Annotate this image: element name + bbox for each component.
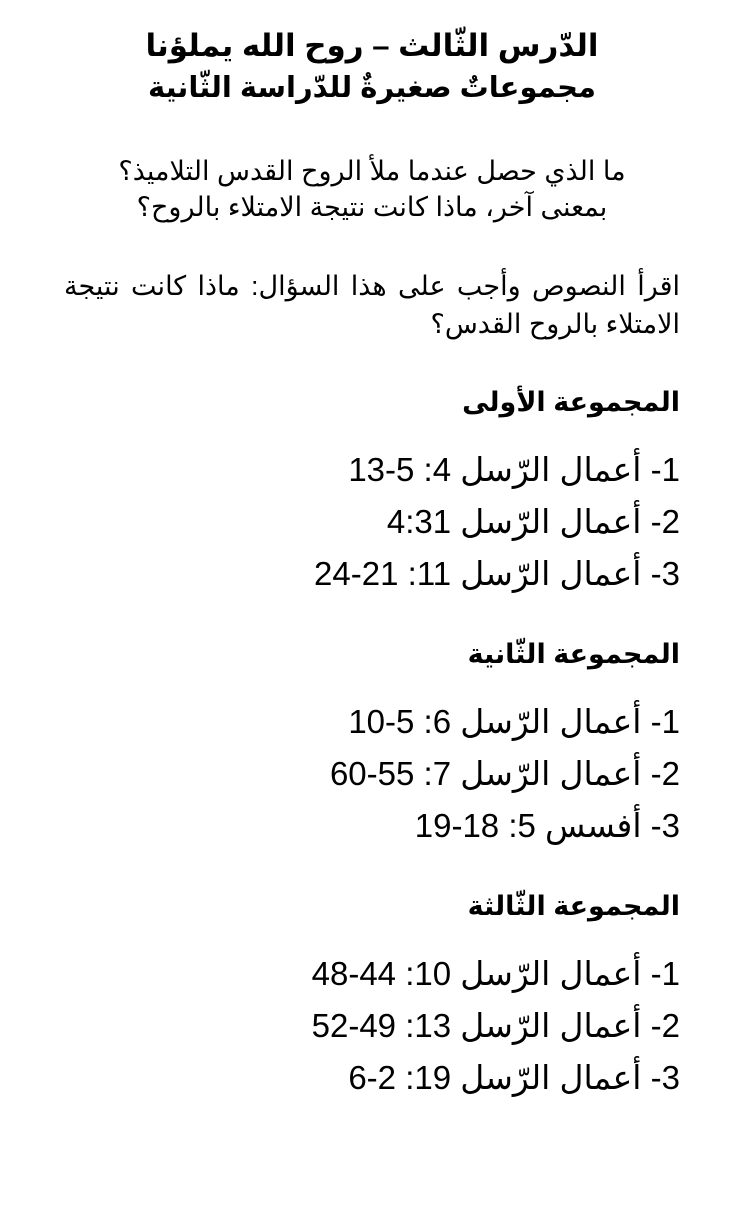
lesson-subtitle: مجموعاتٌ صغيرةٌ للدّراسة الثّانية bbox=[148, 72, 596, 104]
reference-item: 3- أعمال الرّسل 11: 21-24 bbox=[314, 555, 680, 592]
reference-item: 1- أعمال الرّسل 10: 44-48 bbox=[311, 955, 680, 992]
reference-item: 3- أعمال الرّسل 19: 2-6 bbox=[348, 1059, 680, 1096]
group-heading: المجموعة الثّالثة bbox=[467, 891, 680, 921]
main-question bbox=[64, 153, 680, 225]
question-line-1: ما الذي حصل عندما ملأ الروح القدس التلاميذ؟ bbox=[118, 156, 626, 186]
reference-item: 3- أفسس 5: 18-19 bbox=[414, 807, 680, 844]
reference-item: 2- أعمال الرّسل 4:31 bbox=[386, 503, 680, 540]
reference-item: 1- أعمال الرّسل 4: 5-13 bbox=[348, 451, 680, 488]
group-2 bbox=[64, 636, 680, 852]
instruction-paragraph: اقرأ النصوص وأجب على هذا السؤال: ماذا كانت نتيجة الامتلاء بالروح القدس؟ bbox=[64, 271, 680, 339]
reference-list bbox=[64, 948, 680, 1104]
question-line-2: بمعنى آخر، ماذا كانت نتيجة الامتلاء بالروح؟ bbox=[136, 192, 608, 222]
group-heading: المجموعة الأولى bbox=[462, 387, 680, 417]
reference-list bbox=[64, 696, 680, 852]
reference-item: 2- أعمال الرّسل 7: 55-60 bbox=[329, 755, 680, 792]
reference-item: 1- أعمال الرّسل 6: 5-10 bbox=[348, 703, 680, 740]
group-heading: المجموعة الثّانية bbox=[467, 639, 680, 669]
reference-item: 2- أعمال الرّسل 13: 49-52 bbox=[311, 1007, 680, 1044]
lesson-title: الدّرس الثّالث – روح الله يملؤنا bbox=[145, 28, 599, 63]
group-3 bbox=[64, 888, 680, 1104]
group-1 bbox=[64, 384, 680, 600]
reference-list bbox=[64, 444, 680, 600]
